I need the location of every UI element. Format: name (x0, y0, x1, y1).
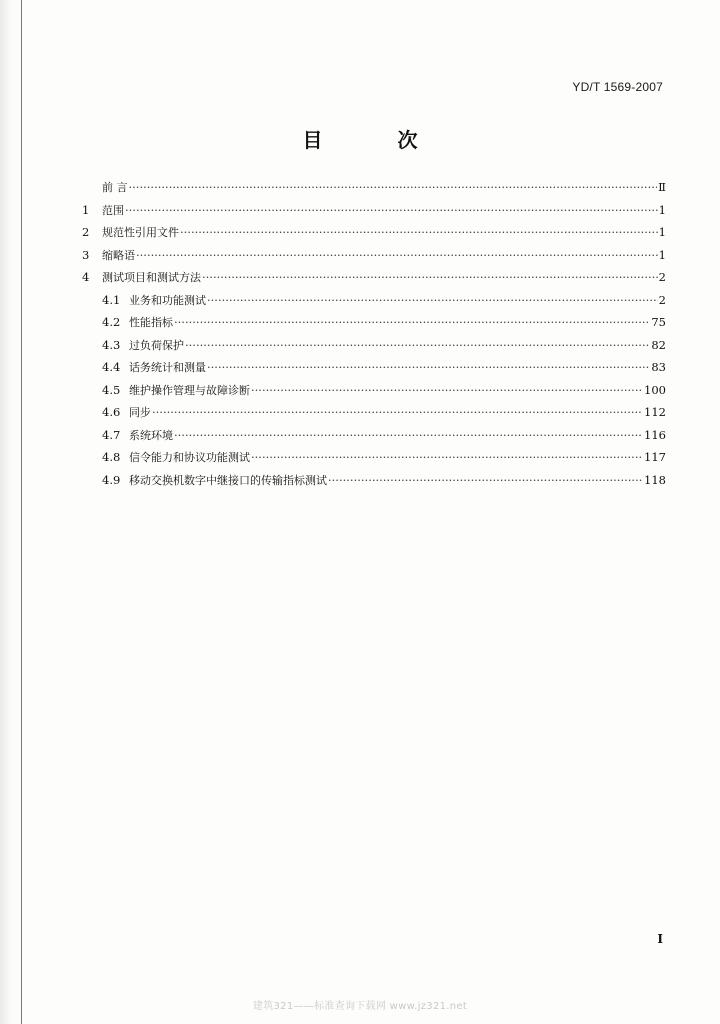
page-number: I (657, 932, 663, 946)
toc-entry-number: 4.9 (102, 472, 121, 487)
toc-entry-label: 同步 (129, 406, 151, 419)
toc-entry[interactable] (82, 446, 666, 469)
toc-entry-number: 4.3 (102, 337, 121, 352)
toc-entry-label: 话务统计和测量 (129, 361, 206, 374)
toc-entry-label: 维护操作管理与故障诊断 (129, 383, 250, 397)
toc-entry-page: Ⅱ (658, 180, 666, 194)
toc-entry[interactable] (82, 266, 666, 289)
toc-entry[interactable] (82, 199, 666, 222)
toc-dot-leader (129, 176, 658, 199)
toc-title: 目 次 (302, 128, 452, 152)
toc-entry[interactable] (82, 379, 666, 402)
toc-entry-page: 75 (651, 315, 666, 329)
toc-entry-page: 117 (644, 450, 666, 464)
toc-dot-leader (136, 244, 658, 267)
toc-entry-label: 系统环境 (129, 428, 173, 442)
toc-entry-number: 4.8 (102, 450, 121, 464)
toc-dot-leader (207, 356, 650, 379)
watermark: 建筑321——标准查询下载网 www.jz321.net (252, 1001, 468, 1012)
toc-entry-label: 前 言 (102, 181, 128, 194)
toc-entry-label: 移动交换机数字中继接口的传输指标测试 (129, 473, 327, 487)
toc-entry-number: 4.2 (102, 315, 121, 329)
toc-entry[interactable] (82, 401, 666, 424)
toc-entry-number: 4.4 (102, 360, 121, 374)
toc-entry-page: 112 (644, 405, 666, 419)
toc-dot-leader (251, 446, 643, 469)
toc-dot-leader (185, 334, 650, 357)
standard-number: YD/T 1569-2007 (572, 80, 663, 94)
toc-entry-number: 4.5 (102, 382, 121, 397)
toc-entry-label: 性能指标 (129, 316, 173, 329)
toc-entry-page: 2 (658, 292, 666, 307)
toc-entry-label: 信令能力和协议功能测试 (129, 451, 250, 464)
toc-entry[interactable] (82, 334, 666, 357)
toc-dot-leader (251, 379, 643, 402)
toc-dot-leader (180, 221, 658, 244)
toc-entry[interactable] (82, 356, 666, 379)
toc-entry[interactable] (82, 469, 666, 492)
toc-entry-page: 1 (658, 225, 666, 239)
toc-entry[interactable] (82, 176, 666, 199)
toc-entry[interactable] (82, 311, 666, 334)
toc-dot-leader (202, 266, 658, 289)
toc-entry-page: 2 (658, 270, 666, 284)
toc-entry-number: 4.7 (102, 427, 121, 442)
toc-dot-leader (152, 401, 643, 424)
binding-shadow (0, 0, 22, 1024)
toc-entry-label: 规范性引用文件 (102, 226, 179, 239)
toc-dot-leader (125, 199, 658, 222)
toc-entry-page: 1 (658, 247, 666, 262)
toc-entry-page: 83 (651, 360, 666, 374)
toc-entry-label: 业务和功能测试 (129, 293, 206, 307)
toc-entry[interactable] (82, 221, 666, 244)
toc-dot-leader (207, 289, 658, 312)
toc-entry-page: 100 (644, 382, 666, 397)
toc-entry-label: 缩略语 (102, 248, 135, 262)
table-of-contents (82, 176, 666, 491)
toc-dot-leader (174, 311, 650, 334)
toc-dot-leader (174, 424, 643, 447)
toc-entry-page: 118 (644, 472, 666, 487)
binding-line (21, 0, 22, 1024)
toc-entry[interactable] (82, 244, 666, 267)
toc-entry-number: 1 (82, 202, 90, 217)
toc-entry-page: 116 (644, 427, 666, 442)
toc-entry-number: 4.6 (102, 405, 121, 419)
toc-entry[interactable] (82, 424, 666, 447)
toc-entry-page: 1 (658, 202, 666, 217)
toc-entry-number: 4 (82, 270, 90, 284)
toc-entry[interactable] (82, 289, 666, 312)
toc-entry-number: 4.1 (102, 292, 121, 307)
toc-entry-number: 2 (82, 225, 90, 239)
toc-entry-label: 范围 (102, 203, 124, 217)
toc-entry-page: 82 (651, 337, 666, 352)
toc-entry-label: 过负荷保护 (129, 338, 184, 352)
toc-entry-label: 测试项目和测试方法 (102, 271, 201, 284)
toc-dot-leader (328, 469, 643, 492)
toc-entry-number: 3 (82, 247, 90, 262)
